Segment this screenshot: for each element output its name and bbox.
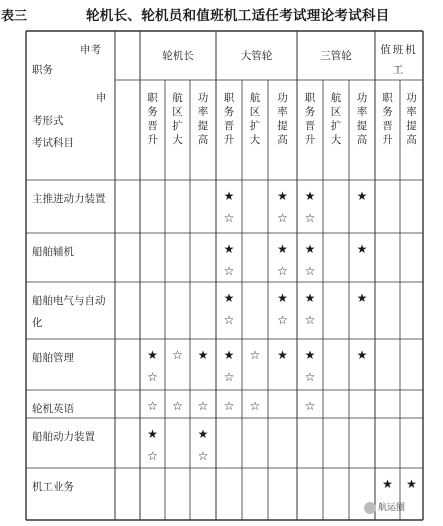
group-header: 轮机长 (162, 50, 194, 62)
sub-header: 功率提高 (197, 92, 209, 146)
star-hollow: ☆ (223, 313, 235, 327)
star-hollow: ☆ (277, 211, 288, 225)
header-exam-line3: 考试科目 (32, 137, 74, 149)
star-hollow: ☆ (223, 399, 235, 413)
sub-header: 功率提高 (406, 92, 417, 146)
star-filled: ★ (356, 189, 368, 203)
star-filled: ★ (197, 348, 209, 362)
star-hollow: ☆ (223, 370, 235, 384)
header-apply-line2: 职务 (32, 64, 53, 76)
star-filled: ★ (382, 477, 393, 491)
star-hollow: ☆ (147, 449, 158, 463)
group-header: 三管轮 (320, 50, 352, 62)
group-header: 值班机工 (380, 44, 418, 76)
star-hollow: ☆ (172, 348, 183, 362)
header-exam-line2: 考形式 (32, 115, 64, 127)
star-filled: ★ (356, 348, 368, 362)
star-filled: ★ (304, 348, 316, 362)
star-hollow: ☆ (304, 399, 316, 413)
star-hollow: ☆ (197, 449, 209, 463)
star-filled: ★ (304, 242, 316, 256)
sub-header: 职务晋升 (304, 92, 316, 146)
star-filled: ★ (147, 427, 158, 441)
star-hollow: ☆ (304, 264, 316, 278)
subject-label: 船舶辅机 (32, 246, 74, 258)
star-filled: ★ (277, 291, 288, 305)
star-hollow: ☆ (277, 264, 288, 278)
star-hollow: ☆ (223, 211, 235, 225)
watermark: 航运圈 (364, 500, 405, 514)
star-filled: ★ (223, 348, 235, 362)
table-title-text: 轮机长、轮机员和值班机工适任考试理论考试科目 (86, 8, 390, 24)
subject-label: 轮机英语 (32, 403, 74, 415)
star-hollow: ☆ (172, 399, 183, 413)
star-filled: ★ (356, 242, 368, 256)
sub-header: 航区扩大 (330, 92, 342, 146)
star-filled: ★ (223, 242, 235, 256)
star-hollow: ☆ (249, 399, 261, 413)
star-filled: ★ (277, 348, 288, 362)
sub-header: 职务晋升 (382, 92, 393, 146)
star-filled: ★ (356, 291, 368, 305)
subject-label: 机工业务 (32, 481, 74, 493)
sub-header: 功率提高 (277, 92, 288, 146)
sub-header: 职务晋升 (147, 92, 158, 146)
star-filled: ★ (223, 291, 235, 305)
subject-label: 船舶动力装置 (32, 431, 95, 443)
star-hollow: ☆ (249, 348, 261, 362)
star-hollow: ☆ (223, 264, 235, 278)
sub-header: 职务晋升 (223, 92, 235, 146)
sub-header: 航区扩大 (249, 92, 261, 146)
star-hollow: ☆ (304, 211, 316, 225)
star-hollow: ☆ (197, 399, 209, 413)
star-filled: ★ (406, 477, 417, 491)
sub-header: 航区扩大 (172, 92, 183, 146)
subject-label: 主推进动力装置 (32, 193, 106, 205)
star-filled: ★ (197, 427, 209, 441)
header-exam-line1: 申 (96, 92, 107, 104)
header-apply-line1: 申考 (80, 44, 101, 56)
star-hollow: ☆ (147, 399, 158, 413)
star-filled: ★ (223, 189, 235, 203)
star-filled: ★ (304, 189, 316, 203)
star-hollow: ☆ (277, 313, 288, 327)
star-hollow: ☆ (147, 370, 158, 384)
star-filled: ★ (147, 348, 158, 362)
star-filled: ★ (304, 291, 316, 305)
star-hollow: ☆ (304, 313, 316, 327)
sub-header: 功率提高 (356, 92, 368, 146)
subject-label: 船舶电气与自动化 (32, 295, 106, 329)
star-hollow: ☆ (304, 370, 316, 384)
subject-label: 船舶管理 (32, 352, 74, 364)
star-filled: ★ (277, 242, 288, 256)
star-filled: ★ (277, 189, 288, 203)
wechat-logo-icon (364, 502, 376, 514)
group-header: 大管轮 (240, 50, 273, 62)
table-number: 表三 (1, 9, 28, 24)
